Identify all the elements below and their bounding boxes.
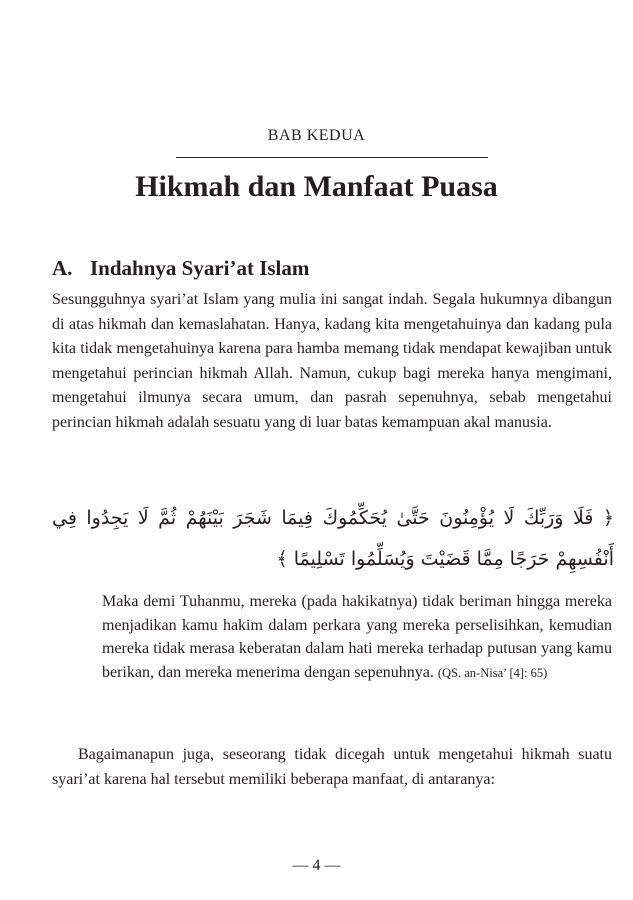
chapter-label: BAB KEDUA	[267, 127, 366, 144]
quran-verse-arabic: ﴿ فَلَا وَرَبِّكَ لَا يُؤْمِنُونَ حَتَّىٰ يُحَكِّمُوكَ فِيمَا شَجَرَ بَيْنَهُمْ ثُمَّ لَا يَجِدُوا فِي أَنْفُسِهِمْ حَرَجًا مِمَّا قَضَيْتَ وَيُسَلِّمُوا تَسْلِيمًا ﴾	[52, 507, 614, 570]
section-number: A.	[52, 256, 73, 280]
chapter-divider	[176, 157, 488, 158]
verse-translation-text: Maka demi Tuhanmu, mereka (pada hakikatnya) tidak beriman hingga mereka menjadikan kamu hakim dalam perkara yang mereka perselisihkan, kemudian mereka tidak merasa keberatan dalam hati mereka terhadap putusan yang kamu berikan, dan mereka menerima dengan sepenuhnya.	[102, 593, 612, 681]
chapter-title: Hikmah dan Manfaat Puasa	[135, 170, 498, 203]
section-title: Indahnya Syari’at Islam	[90, 256, 310, 280]
closing-paragraph: Bagaimanapun juga, seseorang tidak dicegah untuk mengetahui hikmah suatu syari’at karena hal tersebut memiliki beberapa manfaat, di antaranya:	[52, 746, 612, 788]
verse-citation: (QS. an-Nisa’ [4]: 65)	[437, 665, 548, 680]
page-number: — 4 —	[292, 857, 341, 874]
verse-translation	[102, 590, 612, 685]
intro-paragraph: Sesungguhnya syari’at Islam yang mulia ini sangat indah. Segala hukumnya dibangun di atas hikmah dan kemaslahatan. Hanya, kadang kita mengetahuinya dan kadang pula kita tidak mengetahuinya karena para hamba memang tidak mendapat kewajiban untuk mengetahui perincian hikmah Allah. Namun, cukup bagi mereka hanya mengimani, mengetahui ilmunya secara umum, dan pasrah sepenuhnya, sebab mengetahui perincian hikmah adalah sesuatu yang di luar batas kemampuan akal manusia.	[52, 291, 612, 431]
section-heading	[52, 256, 309, 281]
